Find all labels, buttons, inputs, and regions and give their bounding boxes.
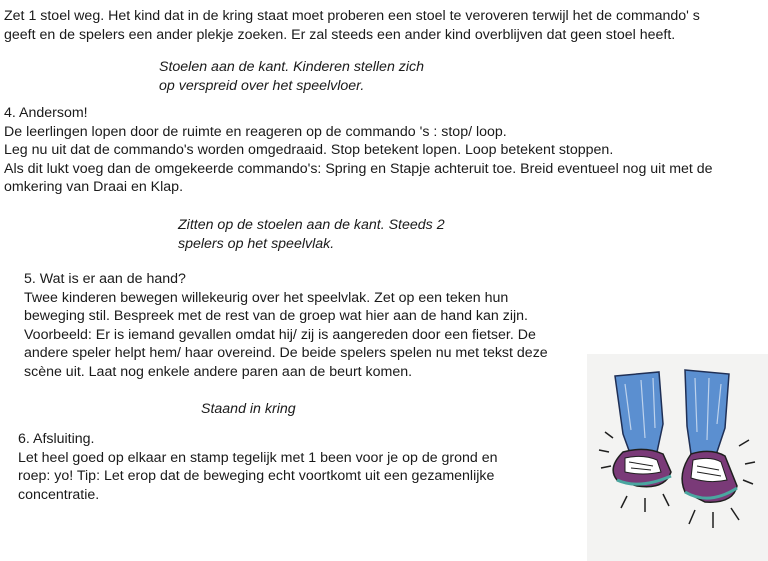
note-line: Staand in kring [201, 401, 296, 417]
note-line: op verspreid over het speelvloer. [159, 77, 365, 94]
note-line: Zitten op de stoelen aan de kant. Steeds 2 [178, 217, 445, 233]
note-line: Stoelen aan de kant. Kinderen stellen zich [159, 59, 425, 75]
intro-line: geeft en de spelers een ander plekje zoeken. Er zal steeds een ander kind overblijven dat geen stoel heeft. [4, 26, 676, 43]
section-andersom [4, 104, 713, 197]
section-afsluiting [18, 430, 498, 504]
section-line: Leg nu uit dat de commando's worden omgedraaid. Stop betekent lopen. Loop betekent stoppen. [4, 142, 614, 159]
section-line: Voorbeeld: Er is iemand gevallen omdat hij/ zij is aangereden door een fietser. De [24, 326, 536, 343]
section-heading: 4. Andersom! [4, 105, 88, 121]
note-line: spelers op het speelvlak. [178, 235, 335, 252]
section-heading: 5. Wat is er aan de hand? [24, 271, 186, 287]
setup-note-chairs [159, 58, 424, 95]
section-line: Als dit lukt voeg dan de omgekeerde commando's: Spring en Stapje achteruit toe. Breid eventueel nog uit met de [4, 160, 713, 177]
section-line: Let heel goed op elkaar en stamp tegelijk met 1 been voor je op de grond en [18, 449, 498, 466]
section-line: roep: yo! Tip: Let erop dat de beweging echt voortkomt uit een gezamenlijke [18, 468, 495, 485]
section-wat-is-er-aan-de-hand [24, 270, 548, 382]
section-line: De leerlingen lopen door de ruimte en reageren op de commando 's : stop/ loop. [4, 123, 507, 140]
section-line: scène uit. Laat nog enkele andere paren aan de beurt komen. [24, 363, 413, 380]
section-line: andere speler helpt hem/ haar overeind. De beide spelers spelen nu met tekst deze [24, 345, 548, 362]
stamping-feet-icon [587, 354, 768, 561]
section-heading: 6. Afsluiting. [18, 431, 95, 447]
section-line: omkering van Draai en Klap. [4, 179, 184, 196]
section-line: Twee kinderen bewegen willekeurig over het speelvlak. Zet op een teken hun [24, 289, 509, 306]
setup-note-circle [201, 400, 296, 419]
intro-paragraph [4, 7, 700, 44]
section-line: beweging stil. Bespreek met de rest van de groep wat hier aan de hand kan zijn. [24, 308, 528, 325]
stamping-feet-illustration [587, 354, 768, 561]
intro-line: Zet 1 stoel weg. Het kind dat in de kring staat moet proberen een stoel te veroveren terwijl het de commando' s [4, 8, 700, 24]
setup-note-seated [178, 216, 445, 253]
section-line: concentratie. [18, 486, 100, 503]
